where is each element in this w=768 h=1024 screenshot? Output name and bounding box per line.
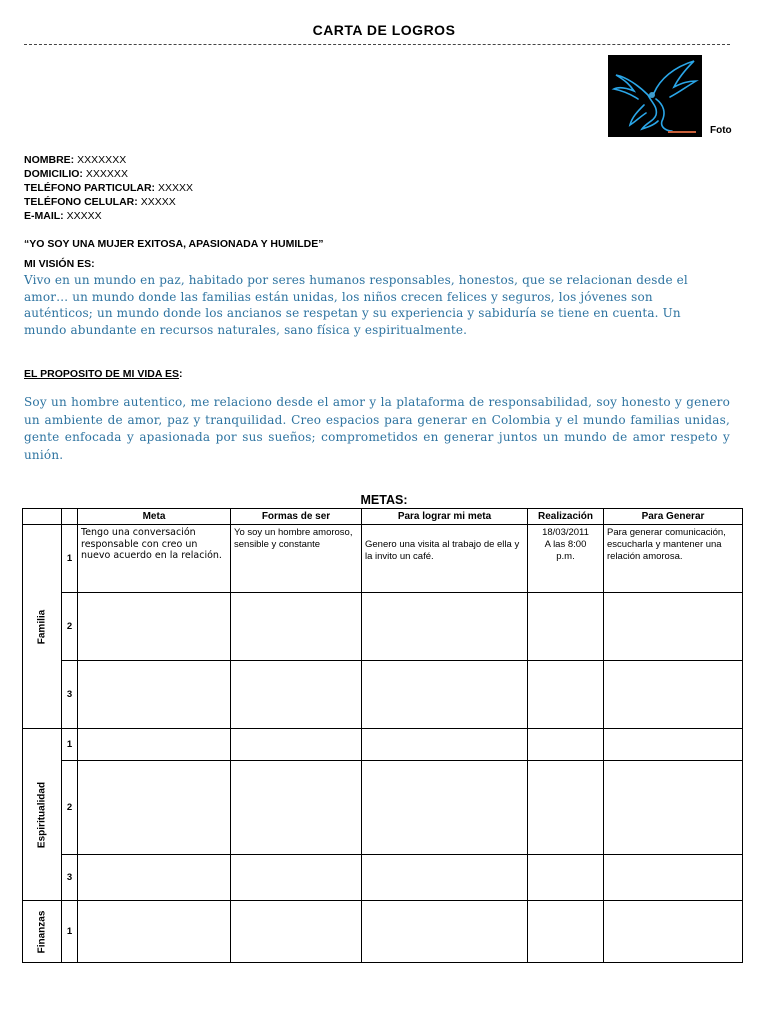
table-cell[interactable]: [604, 761, 743, 855]
row-number: 1: [62, 901, 78, 963]
table-row: [23, 901, 743, 963]
table-row: [23, 661, 743, 729]
goals-heading: METAS:: [360, 493, 408, 507]
row-number: 3: [62, 661, 78, 729]
row-number: 2: [62, 593, 78, 661]
table-cell[interactable]: [362, 901, 528, 963]
vision-text: Vivo en un mundo en paz, habitado por seres humanos responsables, honestos, que se relacionan desde el amor… un mundo donde las familias están unidas, los niños crecen felices y seguros, los jóvenes son auténticos; un mundo donde los ancianos se respetan y su experiencia y sabiduría se tiene en cuenta. Un mundo abundante en recursos naturales, sano física y espiritualmente.: [24, 273, 688, 337]
lograr-cell: Genero una visita al trabajo de ella y la invito un café.: [362, 525, 528, 593]
motto: “YO SOY UNA MUJER EXITOSA, APASIONADA Y HUMILDE”: [24, 238, 324, 250]
table-cell[interactable]: [78, 761, 231, 855]
table-cell[interactable]: [528, 661, 604, 729]
row-number: 1: [62, 525, 78, 593]
table-cell[interactable]: [528, 761, 604, 855]
dashed-divider: [24, 44, 730, 45]
header-blank-cell: [62, 509, 78, 525]
realizacion-cell: 18/03/2011 A las 8:00 p.m.: [528, 525, 604, 593]
table-cell[interactable]: [231, 593, 362, 661]
table-row: [23, 593, 743, 661]
purpose-text: Soy un hombre autentico, me relaciono desde el amor y la plataforma de responsabilidad, soy honesto y genero un ambiente de amor, paz y tranquilidad. Creo espacios para generar en Colombia y el mundo familias unidas, gente enfocada y apasionada por sus sueños; comprometidos en generar juntos un mundo de amor respeto y unión.: [24, 395, 730, 462]
tel-particular-row: [24, 181, 193, 195]
table-cell[interactable]: [528, 901, 604, 963]
table-cell[interactable]: [604, 661, 743, 729]
table-cell[interactable]: [362, 729, 528, 761]
generar-cell: Para generar comunicación, escucharla y mantener una relación amorosa.: [604, 525, 743, 593]
photo-label: Foto: [710, 125, 732, 136]
category-finanzas: [23, 901, 62, 963]
goals-header-row: [23, 509, 743, 525]
table-cell[interactable]: [231, 855, 362, 901]
column-header-lograr: Para lograr mi meta: [362, 509, 528, 525]
table-cell[interactable]: [604, 729, 743, 761]
category-label: Finanzas: [36, 910, 48, 953]
purpose-heading-colon: :: [179, 368, 183, 380]
goals-table: [22, 508, 743, 963]
table-row: [23, 855, 743, 901]
table-cell[interactable]: [231, 661, 362, 729]
table-cell[interactable]: [528, 593, 604, 661]
table-cell[interactable]: [362, 855, 528, 901]
column-header-realizacion: Realización: [528, 509, 604, 525]
table-cell[interactable]: [78, 661, 231, 729]
email-value: XXXXX: [66, 210, 102, 222]
email-row: [24, 209, 193, 223]
table-cell[interactable]: [604, 593, 743, 661]
tel-celular-value: XXXXX: [140, 196, 176, 208]
tel-celular-row: [24, 195, 193, 209]
column-header-formas: Formas de ser: [231, 509, 362, 525]
header-blank-cell: [23, 509, 62, 525]
table-cell[interactable]: [231, 901, 362, 963]
column-header-meta: Meta: [78, 509, 231, 525]
column-header-generar: Para Generar: [604, 509, 743, 525]
table-cell[interactable]: [604, 855, 743, 901]
purpose-heading-text: EL PROPOSITO DE MI VIDA ES: [24, 368, 180, 380]
tel-celular-label: TELÉFONO CELULAR:: [24, 196, 138, 208]
table-cell[interactable]: [362, 661, 528, 729]
table-cell[interactable]: [362, 761, 528, 855]
meta-cell: Tengo una conversación responsable con creo un nuevo acuerdo en la relación.: [78, 525, 231, 593]
purpose-heading: [24, 368, 183, 380]
category-label: Familia: [36, 609, 48, 644]
table-row: [23, 525, 743, 593]
table-cell[interactable]: [78, 855, 231, 901]
table-row: [23, 729, 743, 761]
table-cell[interactable]: [78, 593, 231, 661]
formas-cell: Yo soy un hombre amoroso, sensible y constante: [231, 525, 362, 593]
photo-image: [608, 55, 702, 137]
tel-particular-label: TELÉFONO PARTICULAR:: [24, 182, 156, 194]
table-cell[interactable]: [528, 729, 604, 761]
category-familia: [23, 525, 62, 729]
domicilio-label: DOMICILIO:: [24, 168, 83, 180]
table-cell[interactable]: [78, 729, 231, 761]
domicilio-row: [24, 167, 193, 181]
category-label: Espiritualidad: [36, 781, 48, 848]
nombre-row: [24, 153, 193, 167]
page-title: CARTA DE LOGROS: [312, 22, 456, 38]
row-number: 3: [62, 855, 78, 901]
domicilio-value: XXXXXX: [85, 168, 128, 180]
table-cell[interactable]: [528, 855, 604, 901]
table-cell[interactable]: [78, 901, 231, 963]
nombre-value: XXXXXXX: [77, 154, 127, 166]
table-cell[interactable]: [231, 761, 362, 855]
nombre-label: NOMBRE:: [24, 154, 75, 166]
personal-info: [24, 153, 193, 223]
table-cell[interactable]: [604, 901, 743, 963]
table-cell[interactable]: [231, 729, 362, 761]
vision-heading: MI VISIÓN ES:: [24, 258, 95, 270]
row-number: 2: [62, 761, 78, 855]
table-row: [23, 761, 743, 855]
email-label: E-MAIL:: [24, 210, 64, 222]
tel-particular-value: XXXXX: [158, 182, 194, 194]
table-cell[interactable]: [362, 593, 528, 661]
category-espiritualidad: [23, 729, 62, 901]
row-number: 1: [62, 729, 78, 761]
